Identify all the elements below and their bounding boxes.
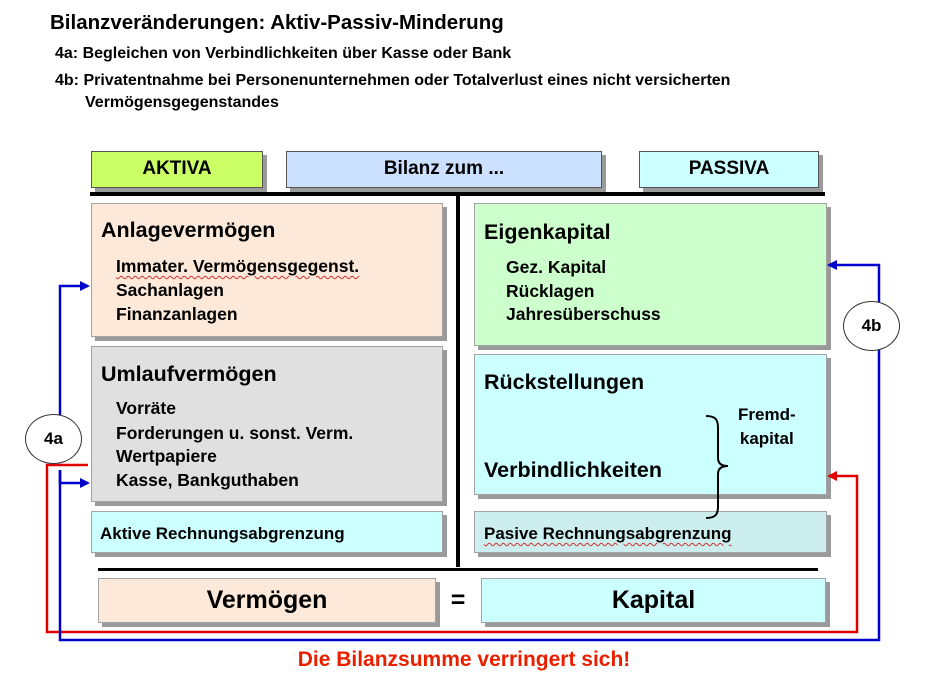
passive-rap-label: Pasive Rechnungsabgrenzung [484,524,732,543]
conclusion-text: Die Bilanzsumme verringert sich! [297,648,631,671]
eigenkapital-item: Jahresüberschuss [506,304,661,324]
equals-sign: = [450,586,466,614]
aktive-rap-label: Aktive Rechnungsabgrenzung [100,524,345,543]
blue-arrow-4a-anlage [60,286,88,425]
kapital-box: Kapital [481,578,826,623]
verbindlichkeiten-heading: Verbindlichkeiten [484,458,663,482]
vermoegen-box: Vermögen [98,578,436,623]
anlage-item: Immater. Vermögensgegenst. [116,256,360,276]
label-4b-oval: 4b [843,301,900,351]
subtitle-4b-continued: Vermögensgegenstandes [85,94,279,111]
anlagevermoegen-heading: Anlagevermögen [101,218,276,242]
anlage-item: Sachanlagen [116,280,224,300]
bilanz-header: Bilanz zum ... [286,151,602,188]
umlaufvermoegen-heading: Umlaufvermögen [101,362,277,386]
passiva-header: PASSIVA [639,151,819,188]
red-arrow-4a [47,465,857,632]
eigenkapital-item: Rücklagen [506,281,595,301]
eigenkapital-heading: Eigenkapital [484,220,611,244]
subtitle-4a: 4a: Begleichen von Verbindlichkeiten über Kasse oder Bank [55,45,512,62]
blue-arrow-4a-kasse [60,470,88,483]
aktiva-header: AKTIVA [91,151,263,188]
label-4a-oval: 4a [25,414,82,464]
umlauf-item: Forderungen u. sonst. Verm. [116,423,354,443]
page-title: Bilanzveränderungen: Aktiv-Passiv-Minderung [50,11,504,34]
anlage-item: Finanzanlagen [116,304,238,324]
umlauf-item: Kasse, Bankguthaben [116,470,299,490]
umlauf-item: Wertpapiere [116,446,217,466]
fremdkapital-label: Fremd- kapital [738,405,796,448]
rueckstellungen-heading: Rückstellungen [484,370,645,394]
subtitle-4b: 4b: Privatentnahme bei Personenunternehmen oder Totalverlust eines nicht versicherten [55,72,731,89]
umlauf-item: Vorräte [116,398,176,418]
blue-arrow-4b [60,265,879,640]
eigenkapital-item: Gez. Kapital [506,257,607,277]
fremdkapital-bracket [706,416,728,518]
